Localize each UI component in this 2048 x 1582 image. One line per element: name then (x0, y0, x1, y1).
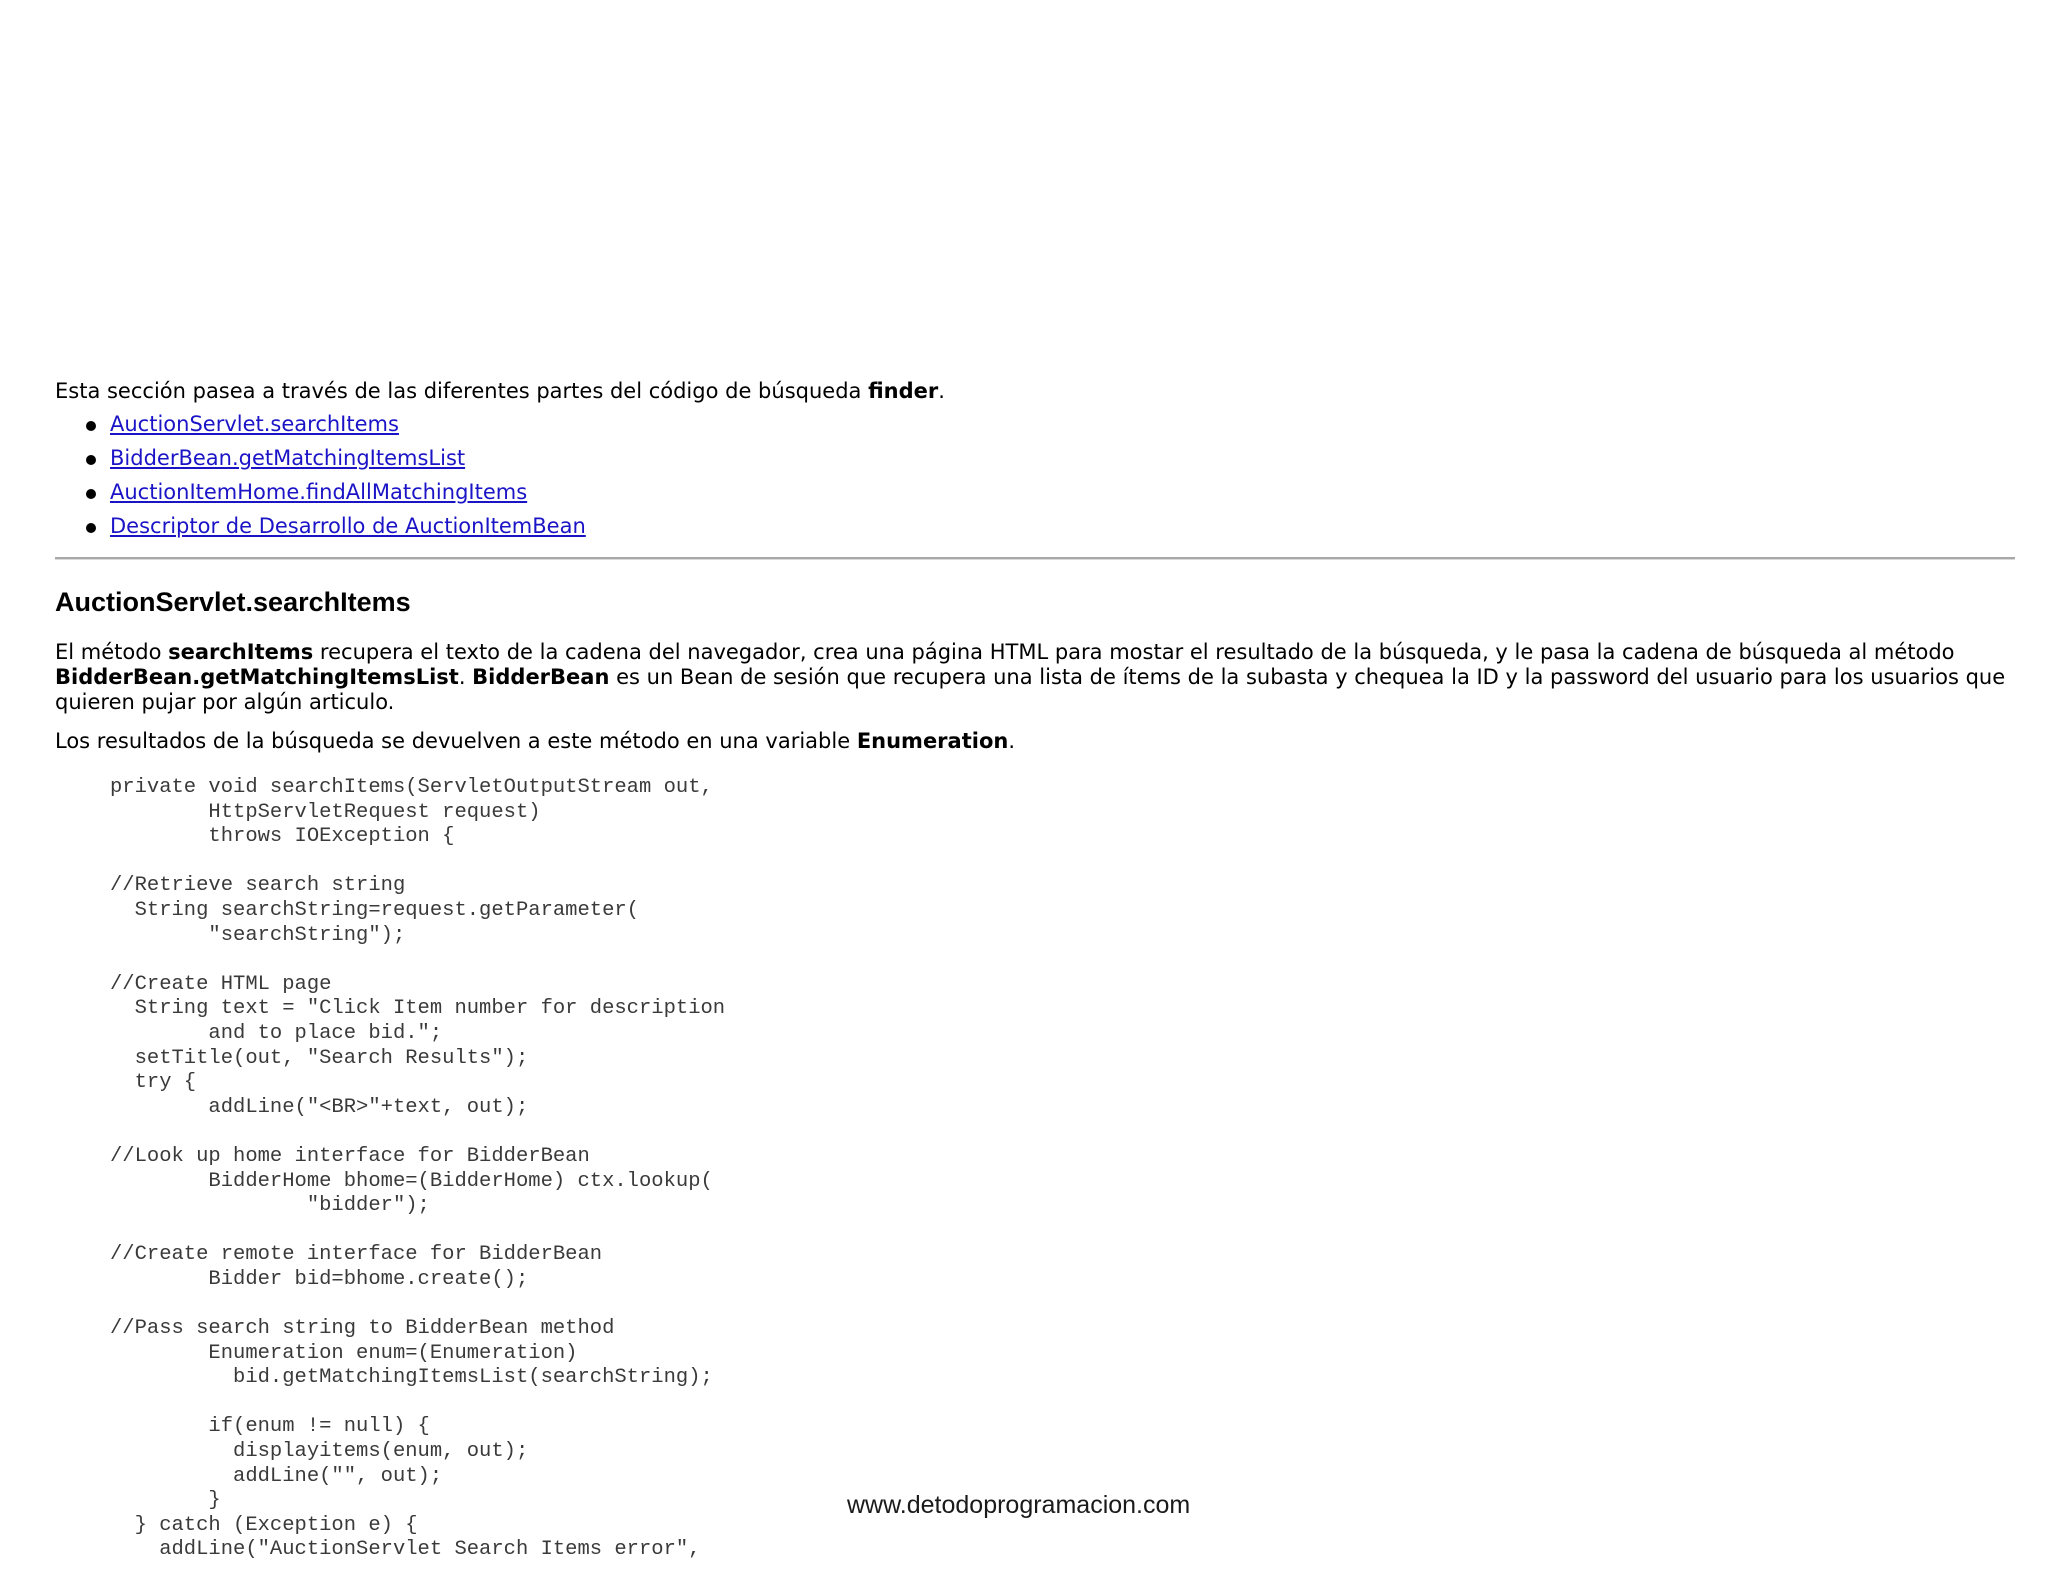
para-bold-term: Enumeration (856, 729, 1009, 753)
intro-paragraph (55, 377, 2015, 405)
bullet-icon (86, 489, 96, 499)
section-heading: AuctionServlet.searchItems (55, 587, 411, 617)
bullet-icon (86, 421, 96, 431)
toc-item (110, 509, 2015, 543)
intro-bold-term: finder (868, 379, 939, 403)
code-block: private void searchItems(ServletOutputStream out, HttpServletRequest request) throws IOException { //Retrieve search string String searchString=request.getParameter( "searchString"); //Create HTML page String text = "Click Item number for description and to place bid."; setTitle(out, "Search Results"); try { addLine("<BR>"+text, out); //Look up home interface for BidderBean BidderHome bhome=(BidderHome) ctx.lookup( "bidder"); //Create remote interface for BidderBean Bidder bid=bhome.create(); //Pass search string to BidderBean method Enumeration enum=(Enumeration) bid.getMatchingItemsList(searchString); if(enum != null) { displayitems(enum, out); addLine("", out); } } catch (Exception e) { addLine("AuctionServlet Search Items error", (110, 776, 726, 1562)
para-text: . (1008, 729, 1016, 753)
table-of-contents (55, 407, 2015, 543)
para-text: El método (55, 640, 169, 664)
para-text: Los resultados de la búsqueda se devuelven a este método en una variable (55, 729, 857, 753)
para-bold-term: BidderBean (472, 665, 610, 689)
horizontal-divider (55, 557, 2015, 560)
toc-item (110, 475, 2015, 509)
toc-link-findallmatchingitems[interactable]: AuctionItemHome.findAllMatchingItems (110, 480, 528, 504)
toc-item (110, 441, 2015, 475)
bullet-icon (86, 455, 96, 465)
intro-text: Esta sección pasea a través de las diferentes partes del código de búsqueda (55, 379, 869, 403)
para-text: . (458, 665, 473, 689)
section-paragraph (55, 640, 2015, 715)
para-bold-term: BidderBean.getMatchingItemsList (55, 665, 459, 689)
intro-suffix: . (938, 379, 945, 403)
para-text: recupera el texto de la cadena del navegador, crea una página HTML para mostar el resultado de la búsqueda, y le pasa la cadena de búsqueda al método (313, 640, 1955, 664)
para-text: es un Bean de sesión que recupera una lista de ítems de la subasta y chequea la ID y la password del usuario para los usuarios que quieren pujar por algún articulo. (55, 665, 2006, 714)
results-paragraph (55, 729, 2015, 754)
document-content (55, 377, 2015, 754)
toc-item (110, 407, 2015, 441)
watermark: www.detodoprogramacion.com (847, 1491, 1191, 1519)
bullet-icon (86, 523, 96, 533)
para-bold-term: searchItems (168, 640, 314, 664)
toc-link-getmatchingitemslist[interactable]: BidderBean.getMatchingItemsList (110, 446, 466, 470)
toc-link-deployment-descriptor[interactable]: Descriptor de Desarrollo de AuctionItemBean (110, 514, 586, 538)
toc-link-searchitems[interactable]: AuctionServlet.searchItems (110, 412, 399, 436)
